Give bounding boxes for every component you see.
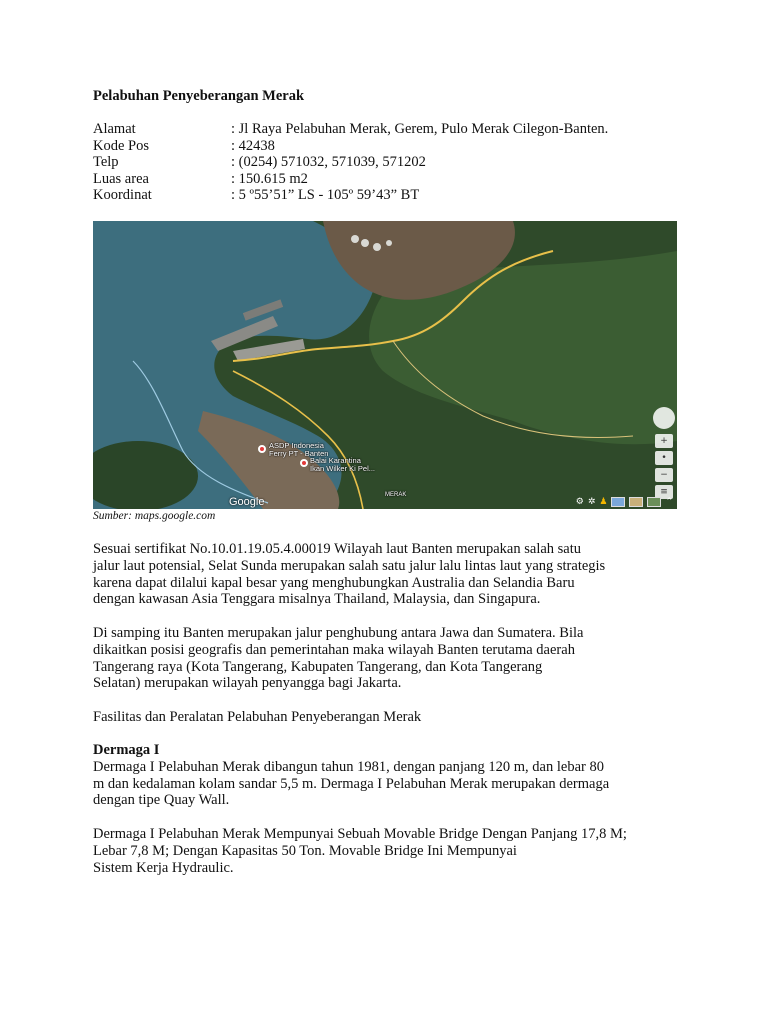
- info-row: [93, 121, 608, 138]
- paragraph-line: Selatan) merupakan wilayah penyangga bagi Jakarta.: [93, 675, 402, 692]
- zoom-out-icon[interactable]: −: [655, 468, 673, 482]
- map-label-balai-line1: Balai Karantina: [310, 456, 361, 465]
- settings-gear-icon[interactable]: ⚙: [575, 497, 584, 507]
- map-toolbar: [576, 497, 673, 507]
- info-key-alamat: Alamat: [93, 121, 136, 137]
- expand-icon[interactable]: ⌃: [665, 497, 673, 507]
- satellite-map-image: [93, 221, 677, 509]
- paragraph-line: Sesuai sertifikat No.10.01.19.05.4.00019 Wilayah laut Banten merupakan salah satu: [93, 541, 582, 557]
- info-value-kode-pos: : 42438: [231, 137, 275, 154]
- google-logo: Google: [229, 496, 265, 508]
- compass-icon[interactable]: [653, 407, 675, 429]
- paragraph-banten: [93, 625, 677, 692]
- paragraph-line: Dermaga I Pelabuhan Merak Mempunyai Sebuah Movable Bridge Dengan Panjang 17,8 M;: [93, 826, 627, 842]
- zoom-in-icon[interactable]: +: [655, 434, 673, 448]
- satellite-map[interactable]: [93, 221, 677, 509]
- page-title: Pelabuhan Penyeberangan Merak: [93, 88, 305, 104]
- paragraph-line: dengan tipe Quay Wall.: [93, 792, 230, 809]
- paragraph-line: Sistem Kerja Hydraulic.: [93, 859, 234, 876]
- info-value-koordinat: : 5 º55’51” LS - 105º 59’43” BT: [231, 187, 420, 203]
- info-key-koordinat: Koordinat: [93, 187, 152, 203]
- info-key-telp: Telp: [93, 154, 119, 170]
- paragraph-line: Di samping itu Banten merupakan jalur penghubung antara Jawa dan Sumatera. Bila: [93, 625, 584, 641]
- map-label-balai-line2: Ikan Wilker Ki Pel...: [310, 464, 376, 473]
- map-marker-asdp[interactable]: [258, 445, 266, 453]
- paragraph-line: m dan kedalaman kolam sandar 5,5 m. Dermaga I Pelabuhan Merak merupakan dermaga: [93, 775, 610, 792]
- map-label-asdp-line1: ASDP Indonesia: [269, 441, 324, 450]
- tilt-icon[interactable]: ≡: [655, 485, 673, 499]
- paragraph-sertifikat: [93, 541, 677, 608]
- paragraph-line: dengan kawasan Asia Tenggara misalnya Thailand, Malaysia, dan Singapura.: [93, 591, 541, 608]
- info-row: [93, 187, 608, 204]
- dermaga-heading: Dermaga I: [93, 742, 160, 758]
- map-marker-balai[interactable]: [300, 459, 308, 467]
- info-row: [93, 154, 608, 171]
- zoom-level-icon[interactable]: •: [655, 451, 673, 465]
- map-caption: Sumber: maps.google.com: [93, 510, 216, 522]
- info-row: [93, 171, 608, 188]
- paragraph-line: jalur laut potensial, Selat Sunda merupakan salah satu jalur lalu lintas laut yang strategis: [93, 557, 606, 574]
- info-key-kode-pos: Kode Pos: [93, 137, 149, 154]
- info-table: [93, 121, 608, 204]
- layers-icon[interactable]: ✲: [587, 497, 596, 507]
- satellite-tile-icon[interactable]: [647, 497, 661, 507]
- map-label-merak: MERAK: [385, 492, 407, 498]
- section-heading-fasilitas: Fasilitas dan Peralatan Pelabuhan Penyeberangan Merak: [93, 709, 422, 725]
- paragraph-line: Dermaga I Pelabuhan Merak dibangun tahun 1981, dengan panjang 120 m, dan lebar 80: [93, 758, 604, 775]
- paragraph-line: Tangerang raya (Kota Tangerang, Kabupaten Tangerang, dan Kota Tangerang: [93, 658, 543, 675]
- info-row: [93, 138, 608, 155]
- map-label-asdp-line2: Ferry PT - Banten: [269, 449, 329, 458]
- paragraph-line: Lebar 7,8 M; Dengan Kapasitas 50 Ton. Movable Bridge Ini Mempunyai: [93, 842, 517, 859]
- terrain-tile-icon[interactable]: [629, 497, 643, 507]
- paragraph-line: dikaitkan posisi geografis dan pemerintahan maka wilayah Banten terutama daerah: [93, 641, 575, 658]
- paragraph-dermaga: [93, 742, 677, 809]
- paragraph-line: karena dapat dilalui kapal besar yang menghubungkan Australia dan Selandia Baru: [93, 574, 575, 591]
- map-type-tile-icon[interactable]: [611, 497, 625, 507]
- pegman-icon[interactable]: ♟: [599, 497, 608, 507]
- info-value-telp: : (0254) 571032, 571039, 571202: [231, 154, 426, 170]
- map-label-balai: [310, 457, 375, 473]
- info-value-luas-area: : 150.615 m2: [231, 170, 308, 187]
- info-value-alamat: : Jl Raya Pelabuhan Merak, Gerem, Pulo Merak Cilegon-Banten.: [231, 121, 609, 137]
- info-key-luas-area: Luas area: [93, 170, 149, 187]
- paragraph-movable-bridge: [93, 826, 677, 876]
